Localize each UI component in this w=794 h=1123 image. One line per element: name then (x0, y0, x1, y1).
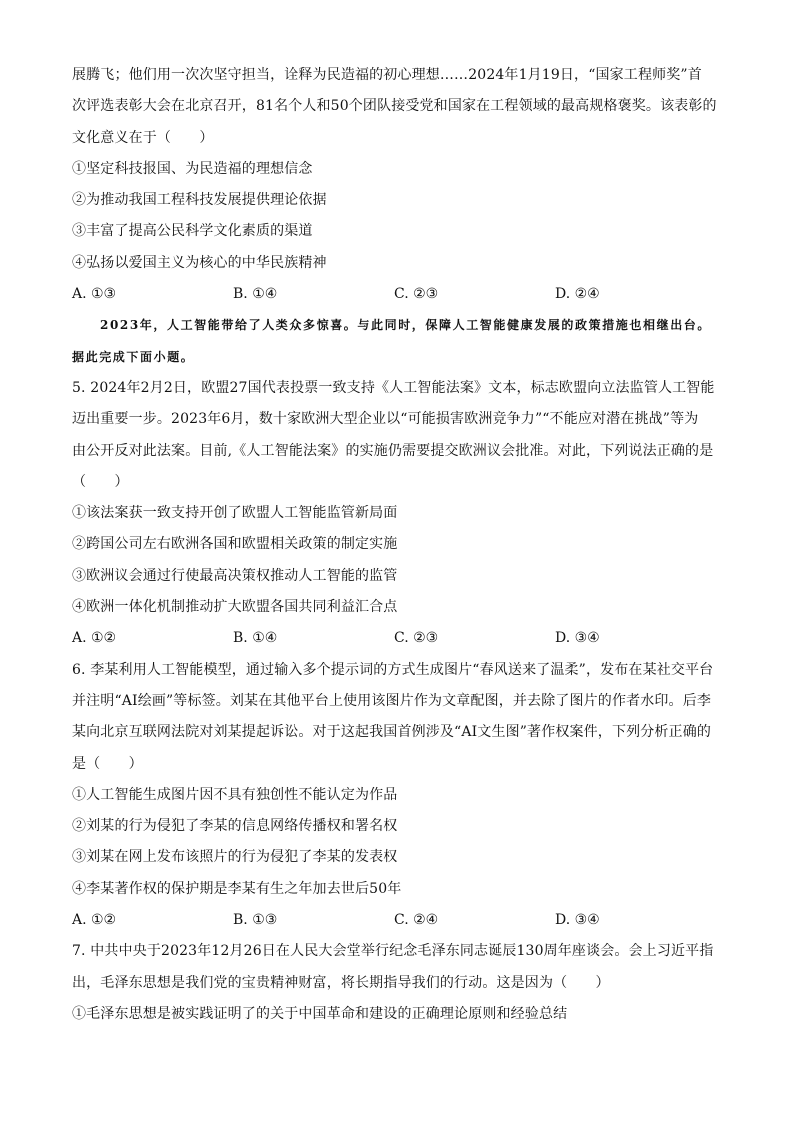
statement-4: ④欧洲一体化机制推动扩大欧盟各国共同利益汇合点 (72, 599, 398, 616)
option-b: B. ①④ (233, 286, 278, 303)
answer-options (72, 623, 728, 654)
statement-1: ①人工智能生成图片因不具有独创性不能认定为作品 (72, 786, 398, 803)
statement-3: ③刘某在网上发布该照片的行为侵犯了李某的发表权 (72, 849, 398, 866)
exam-page (72, 60, 728, 1030)
option-d: D. ②④ (555, 286, 600, 303)
question-6 (72, 655, 728, 937)
material-intro (72, 310, 728, 373)
statement-2: ②跨国公司左右欧洲各国和欧盟相关政策的制定实施 (72, 536, 398, 553)
statement-1: ①坚定科技报国、为民造福的理想信念 (72, 160, 313, 177)
option-c: C. ②③ (394, 630, 439, 647)
statement-1: ①该法案获一致支持开创了欧盟人工智能监管新局面 (72, 505, 398, 522)
option-c: C. ②④ (394, 912, 439, 929)
answer-options (72, 905, 728, 936)
question-stem-line: （ ） (72, 473, 129, 490)
question-stem-line: 次评选表彰大会在北京召开，81名个人和50个团队接受党和国家在工程领域的最高规格褒奖。该表彰的 (72, 98, 717, 115)
statement-4: ④李某著作权的保护期是李某有生之年加去世后50年 (72, 880, 402, 897)
question-stem-line: 展腾飞；他们用一次次坚守担当，诠释为民造福的初心理想……2024年1月19日，“国家工程师奖”首 (72, 67, 702, 83)
statement-3: ③欧洲议会通过行使最高决策权推动人工智能的监管 (72, 567, 398, 584)
statement-1: ①毛泽东思想是被实践证明了的关于中国革命和建设的正确理论原则和经验总结 (72, 1005, 568, 1022)
intro-line: 2023年，人工智能带给了人类众多惊喜。与此同时，保障人工智能健康发展的政策措施也相继出台。 (100, 318, 712, 333)
question-stem-line: 文化意义在于（ ） (72, 129, 214, 146)
question-stem-line: 5. 2024年2月2日，欧盟27国代表投票一致支持《人工智能法案》文本，标志欧盟向立法监管人工智能 (72, 379, 715, 396)
option-a: A. ①② (72, 912, 117, 929)
intro-line: 据此完成下面小题。 (72, 349, 195, 364)
question-stem-line: 并注明“AI绘画”等标签。刘某在其他平台上使用该图片作为文章配图，并去除了图片的作者水印。后李 (72, 692, 712, 709)
answer-options (72, 279, 728, 310)
option-b: B. ①③ (233, 912, 278, 929)
question-stem-line: 6. 李某利用人工智能模型，通过输入多个提示词的方式生成图片“春风送来了温柔”，发布在某社交平台 (72, 661, 714, 678)
question-5 (72, 373, 728, 655)
statement-2: ②刘某的行为侵犯了李某的信息网络传播权和署名权 (72, 818, 398, 835)
option-d: D. ③④ (555, 912, 600, 929)
question-stem-line: 某向北京互联网法院对刘某提起诉讼。对于这起我国首例涉及“AI文生图”著作权案件，下列分析正确的 (72, 724, 712, 741)
option-a: A. ①③ (72, 286, 117, 303)
statement-4: ④弘扬以爱国主义为核心的中华民族精神 (72, 254, 327, 271)
question-stem-line: 迈出重要一步。2023年6月，数十家欧洲大型企业以“可能损害欧洲竞争力”“不能应对潜在挑战”等为 (72, 411, 699, 428)
question-stem-line: 是（ ） (72, 755, 143, 772)
question-stem-line: 出，毛泽东思想是我们党的宝贵精神财富，将长期指导我们的行动。这是因为（ ） (72, 974, 610, 991)
option-a: A. ①② (72, 630, 117, 647)
question-stem-line: 由公开反对此法案。目前,《人工智能法案》的实施仍需要提交欧洲议会批准。对此，下列说法正确的是 (72, 442, 714, 459)
statement-2: ②为推动我国工程科技发展提供理论依据 (72, 192, 327, 209)
question-stem-line: 7. 中共中央于2023年12月26日在人民大会堂举行纪念毛泽东同志诞辰130周年座谈会。会上习近平指 (72, 943, 714, 960)
option-c: C. ②③ (394, 286, 439, 303)
question-4 (72, 60, 728, 310)
option-d: D. ③④ (555, 630, 600, 647)
statement-3: ③丰富了提高公民科学文化素质的渠道 (72, 223, 313, 240)
question-7 (72, 936, 728, 1030)
option-b: B. ①④ (233, 630, 278, 647)
